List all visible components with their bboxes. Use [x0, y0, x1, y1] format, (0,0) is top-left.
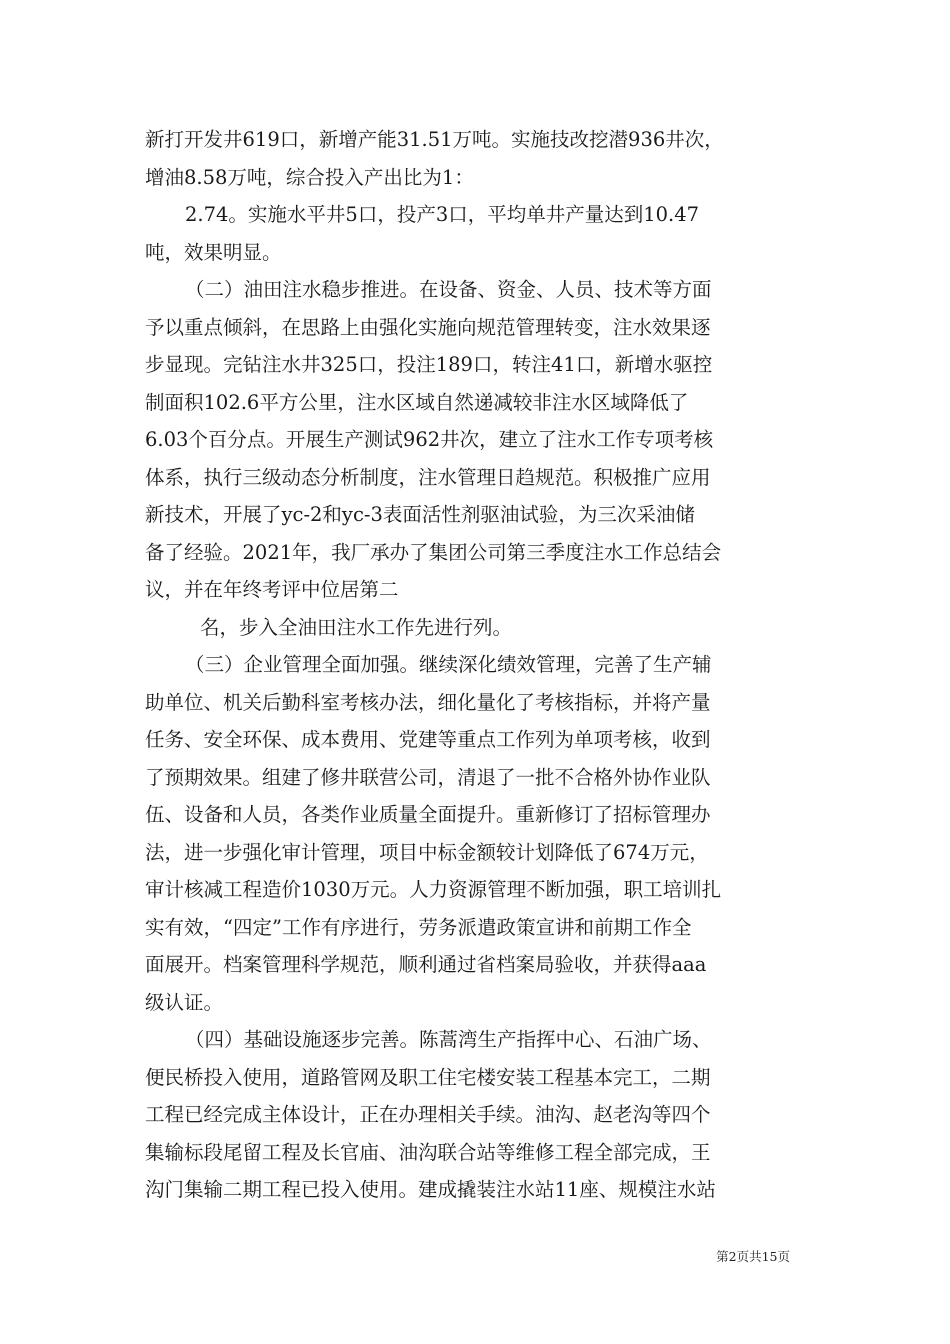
section-heading-line: （三）企业管理全面加强。继续深化绩效管理，完善了生产辅 — [185, 653, 712, 676]
text-line: 工程已经完成主体设计，正在办理相关手续。油沟、赵老沟等四个 — [145, 1103, 711, 1126]
text-line: 体系，执行三级动态分析制度，注水管理日趋规范。积极推广应用 — [145, 465, 711, 489]
text-line: 助单位、机关后勤科室考核办法，细化量化了考核指标，并将产量 — [145, 690, 711, 714]
section-heading-line: （四）基础设施逐步完善。陈蒿湾生产指挥中心、石油广场、 — [185, 1028, 712, 1051]
page-number-footer: 第2页共15页 — [716, 1249, 790, 1264]
text-line: 伍、设备和人员，各类作业质量全面提升。重新修订了招标管理办 — [145, 803, 711, 826]
text-line: 议，并在年终考评中位居第二 — [145, 578, 399, 601]
document-body — [145, 121, 813, 1209]
text-line: 面展开。档案管理科学规范，顺利通过省档案局验收，并获得aaa — [145, 953, 707, 976]
text-line: 新技术，开展了yc-2和yc-3表面活性剂驱油试验，为三次采油储 — [145, 503, 695, 526]
text-line: 新打开发井619口，新增产能31.51万吨。实施技改挖潜936井次， — [145, 128, 724, 151]
text-line: 6.03个百分点。开展生产测试962井次，建立了注水工作专项考核 — [145, 428, 714, 451]
text-line: 了预期效果。组建了修井联营公司，清退了一批不合格外协作业队 — [145, 765, 711, 789]
text-line: 备了经验。2021年，我厂承办了集团公司第三季度注水工作总结会 — [145, 540, 722, 564]
section-heading-line: （二）油田注水稳步推进。在设备、资金、人员、技术等方面 — [185, 278, 712, 301]
text-line: 集输标段尾留工程及长官庙、油沟联合站等维修工程全部完成，王 — [145, 1140, 711, 1164]
text-line: 审计核减工程造价1030万元。人力资源管理不断加强，职工培训扎 — [145, 878, 722, 901]
text-line: 级认证。 — [145, 990, 224, 1014]
text-line: 吨，效果明显。 — [145, 240, 282, 264]
text-line: 任务、安全环保、成本费用、党建等重点工作列为单项考核，收到 — [145, 728, 711, 751]
text-line: 实有效，“四定”工作有序进行，劳务派遣政策宣讲和前期工作全 — [145, 915, 692, 939]
text-line: 名，步入全油田注水工作先进行列。 — [200, 615, 513, 639]
text-line: 沟门集输二期工程已投入使用。建成撬装注水站11座、规模注水站 — [145, 1178, 716, 1201]
text-line: 步显现。完钻注水井325口，投注189口，转注41口，新增水驱控 — [145, 353, 713, 376]
text-line: 法，进一步强化审计管理，项目中标金额较计划降低了674万元， — [145, 840, 709, 864]
text-line: 2.74。实施水平井5口，投产3口，平均单井产量达到10.47 — [185, 203, 700, 226]
text-line: 增油8.58万吨，综合投入产出比为1： — [145, 165, 474, 189]
text-line: 便民桥投入使用，道路管网及职工住宅楼安装工程基本完工，二期 — [145, 1065, 711, 1089]
text-line: 予以重点倾斜，在思路上由强化实施向规范管理转变，注水效果逐 — [145, 315, 711, 339]
text-line: 制面积102.6平方公里，注水区域自然递减较非注水区域降低了 — [145, 390, 689, 414]
